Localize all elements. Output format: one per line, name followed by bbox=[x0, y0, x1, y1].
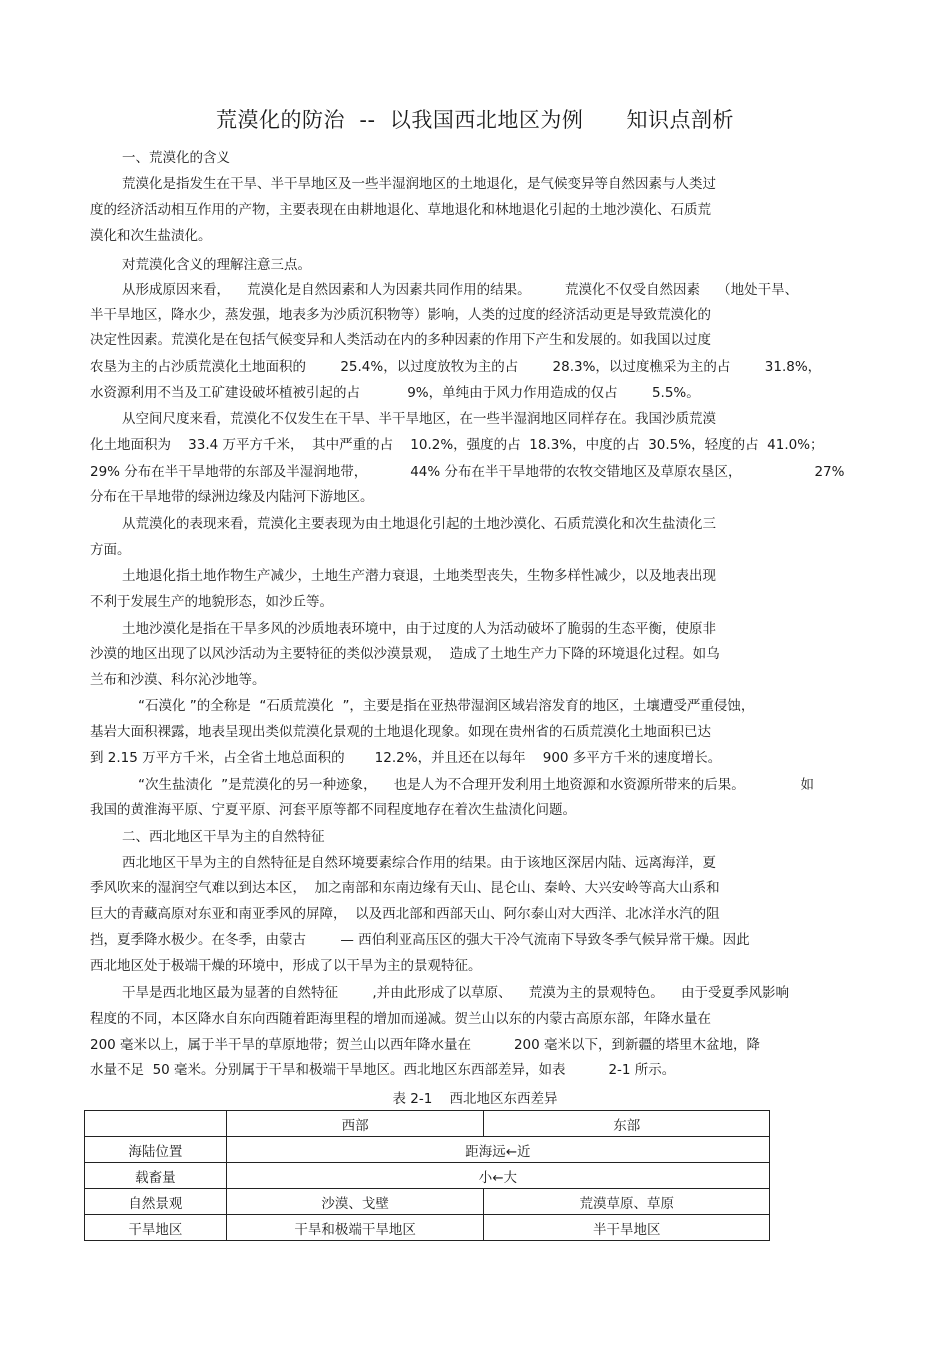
paragraph-line: “次生盐渍化 ”是荒漠化的另一种迹象， 也是人为不合理开发利用土地资源和水资源所带来的后果。 如 bbox=[138, 777, 815, 793]
header-cell bbox=[85, 1111, 227, 1137]
paragraph-line: 29% 分布在半干旱地带的东部及半湿润地带， 44% 分布在半干旱地带的农牧交错地区及草原农垦区， 27% bbox=[90, 464, 845, 480]
paragraph-line: “石漠化 ”的全称是 “石质荒漠化 ”，主要是指在亚热带湿润区域岩溶发育的地区，土壤遭受严重侵蚀， bbox=[138, 698, 755, 714]
paragraph-line: 对荒漠化含义的理解注意三点。 bbox=[122, 257, 311, 273]
table-row bbox=[85, 1163, 770, 1189]
header-cell-west: 西部 bbox=[226, 1111, 484, 1137]
table-row bbox=[85, 1215, 770, 1241]
table-caption: 表 2-1 西北地区东西差异 bbox=[392, 1091, 558, 1107]
paragraph-line: 我国的黄淮海平原、宁夏平原、河套平原等都不同程度地存在着次生盐渍化问题。 bbox=[90, 802, 576, 818]
paragraph-line: 沙漠的地区出现了以风沙活动为主要特征的类似沙漠景观， 造成了土地生产力下降的环境退化过程。如乌 bbox=[90, 646, 720, 662]
paragraph-line: 方面。 bbox=[90, 542, 131, 558]
paragraph-line: 从荒漠化的表现来看，荒漠化主要表现为由土地退化引起的土地沙漠化、石质荒漠化和次生盐渍化三 bbox=[122, 516, 716, 532]
row-label: 干旱地区 bbox=[85, 1215, 227, 1241]
paragraph-line: 基岩大面积裸露，地表呈现出类似荒漠化景观的土地退化现象。如现在贵州省的石质荒漠化土地面积已达 bbox=[90, 724, 711, 740]
east-cell: 荒漠草原、草原 bbox=[484, 1189, 770, 1215]
paragraph-line: 从形成原因来看， 荒漠化是自然因素和人为因素共同作用的结果。 荒漠化不仅受自然因素 （地处干旱、 bbox=[122, 282, 799, 298]
row-label: 海陆位置 bbox=[85, 1137, 227, 1163]
paragraph-line: 兰布和沙漠、科尔沁沙地等。 bbox=[90, 672, 266, 688]
paragraph-line: 200 毫米以上，属于半干旱的草原地带；贺兰山以西年降水量在 200 毫米以下，到新疆的塔里木盆地，降 bbox=[90, 1037, 761, 1053]
west-cell: 干旱和极端干旱地区 bbox=[226, 1215, 484, 1241]
paragraph-line: 农垦为主的占沙质荒漠化土地面积的 25.4%，以过度放牧为主的占 28.3%，以过度樵采为主的占 31.8%， bbox=[90, 359, 822, 375]
paragraph-line: 决定性因素。荒漠化是在包括气候变异和人类活动在内的多种因素的作用下产生和发展的。如我国以过度 bbox=[90, 332, 711, 348]
paragraph-line: 土地沙漠化是指在干旱多风的沙质地表环境中，由于过度的人为活动破坏了脆弱的生态平衡，使原非 bbox=[122, 621, 716, 637]
table-row bbox=[85, 1189, 770, 1215]
table-row bbox=[85, 1137, 770, 1163]
paragraph-line: 半干旱地区，降水少，蒸发强，地表多为沙质沉积物等）影响，人类的过度的经济活动更是导致荒漠化的 bbox=[90, 307, 711, 323]
paragraph-line: 巨大的青藏高原对东亚和南亚季风的屏障， 以及西北部和西部天山、阿尔泰山对大西洋、北冰洋水汽的阻 bbox=[90, 906, 720, 922]
paragraph-line: 度的经济活动相互作用的产物，主要表现在由耕地退化、草地退化和林地退化引起的土地沙漠化、石质荒 bbox=[90, 202, 711, 218]
paragraph-line: 漠化和次生盐渍化。 bbox=[90, 228, 212, 244]
paragraph-line: 程度的不同，本区降水自东向西随着距海里程的增加而递减。贺兰山以东的内蒙古高原东部，年降水量在 bbox=[90, 1011, 711, 1027]
west-cell: 沙漠、戈壁 bbox=[226, 1189, 484, 1215]
header-cell-east: 东部 bbox=[484, 1111, 770, 1137]
section-heading-1: 一、荒漠化的含义 bbox=[122, 150, 230, 166]
page-title: 荒漠化的防治 -- 以我国西北地区为例 知识点剖析 bbox=[216, 108, 734, 132]
merged-cell: 小←大 bbox=[226, 1163, 769, 1189]
paragraph-line: 挡，夏季降水极少。在冬季，由蒙古 — 西伯利亚高压区的强大干冷气流南下导致冬季气候异常干燥。因此 bbox=[90, 932, 750, 948]
paragraph-line: 西北地区处于极端干燥的环境中，形成了以干旱为主的景观特征。 bbox=[90, 958, 482, 974]
table-header-row bbox=[85, 1111, 770, 1137]
paragraph-line: 化土地面积为 33.4 万平方千米， 其中严重的占 10.2%，强度的占 18.3%，中度的占 30.5%，轻度的占 41.0%； bbox=[90, 437, 824, 453]
paragraph-line: 水量不足 50 毫米。分别属于干旱和极端干旱地区。西北地区东西部差异，如表 2-1 所示。 bbox=[90, 1062, 676, 1078]
section-heading-2: 二、西北地区干旱为主的自然特征 bbox=[122, 829, 325, 845]
paragraph-line: 不利于发展生产的地貌形态，如沙丘等。 bbox=[90, 594, 333, 610]
paragraph-line: 西北地区干旱为主的自然特征是自然环境要素综合作用的结果。由于该地区深居内陆、远离海洋，夏 bbox=[122, 855, 716, 871]
paragraph-line: 分布在干旱地带的绿洲边缘及内陆河下游地区。 bbox=[90, 489, 374, 505]
paragraph-line: 到 2.15 万平方千米，占全省土地总面积的 12.2%，并且还在以每年 900 多平方千米的速度增长。 bbox=[90, 750, 722, 766]
row-label: 自然景观 bbox=[85, 1189, 227, 1215]
paragraph-line: 荒漠化是指发生在干旱、半干旱地区及一些半湿润地区的土地退化，是气候变异等自然因素与人类过 bbox=[122, 176, 716, 192]
paragraph-line: 从空间尺度来看，荒漠化不仅发生在干旱、半干旱地区，在一些半湿润地区同样存在。我国沙质荒漠 bbox=[122, 411, 716, 427]
east-cell: 半干旱地区 bbox=[484, 1215, 770, 1241]
row-label: 载畜量 bbox=[85, 1163, 227, 1189]
paragraph-line: 干旱是西北地区最为显著的自然特征 ,并由此形成了以草原、 荒漠为主的景观特色。 由于受夏季风影响 bbox=[122, 985, 789, 1001]
paragraph-line: 季风吹来的湿润空气难以到达本区， 加之南部和东南边缘有天山、昆仑山、秦岭、大兴安岭等高大山系和 bbox=[90, 880, 720, 896]
paragraph-line: 土地退化指土地作物生产减少，土地生产潜力衰退，土地类型丧失，生物多样性减少，以及地表出现 bbox=[122, 568, 716, 584]
merged-cell: 距海远←近 bbox=[226, 1137, 769, 1163]
paragraph-line: 水资源利用不当及工矿建设破坏植被引起的占 9%，单纯由于风力作用造成的仅占 5.5%。 bbox=[90, 385, 700, 401]
comparison-table bbox=[84, 1110, 770, 1241]
